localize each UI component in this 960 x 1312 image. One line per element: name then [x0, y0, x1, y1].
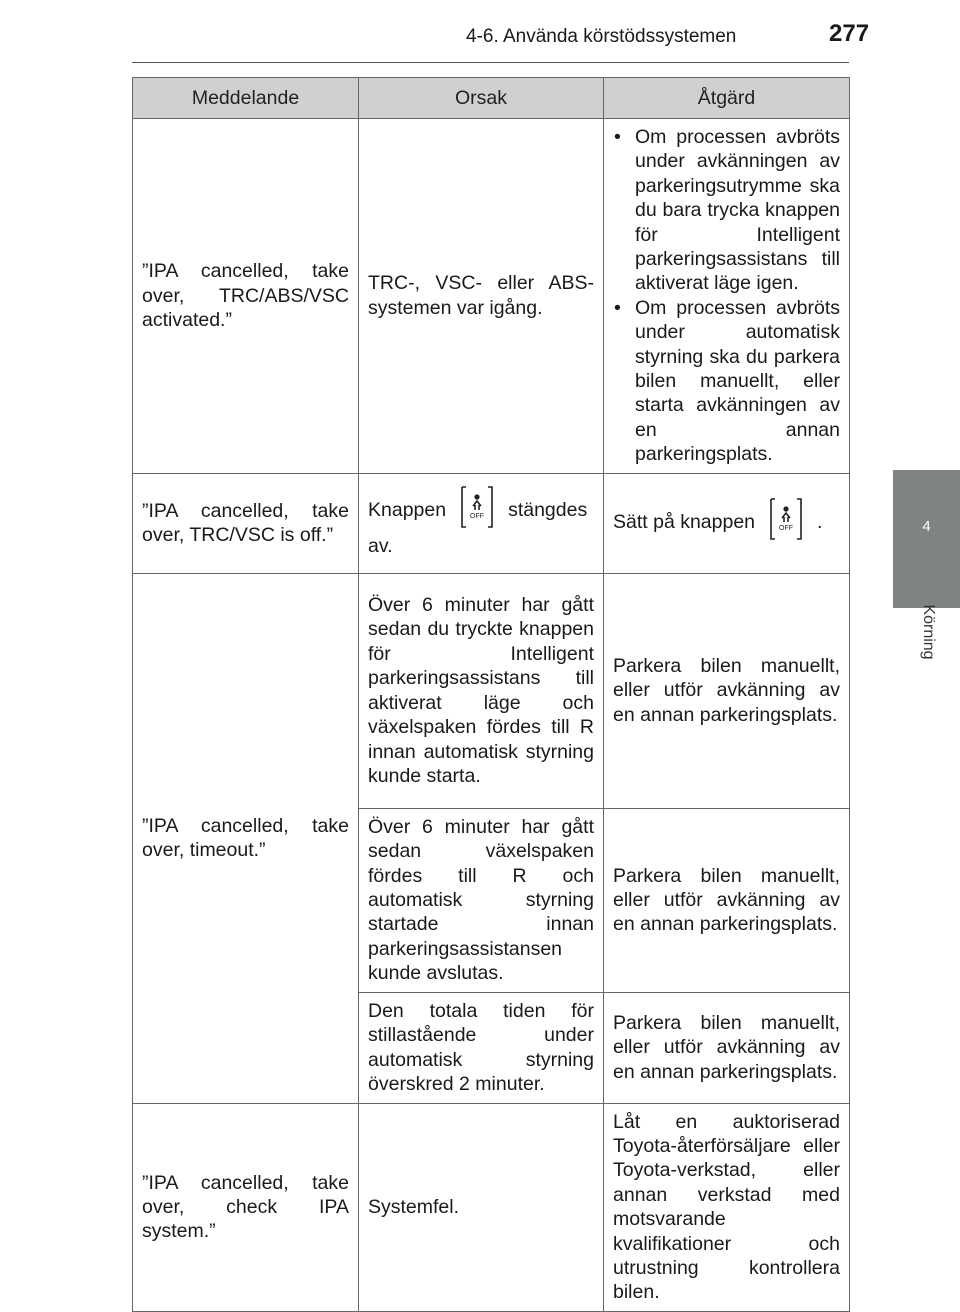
section-title: 4-6. Använda körstödssystemen — [466, 26, 737, 47]
action-cell — [604, 473, 850, 573]
cause-cell — [359, 473, 604, 573]
svg-text:OFF: OFF — [470, 512, 485, 520]
action-list — [613, 125, 840, 467]
cause-cell: Systemfel. — [359, 1103, 604, 1311]
chapter-number: 4 — [922, 518, 931, 535]
cause-cell: Över 6 minuter har gått sedan du tryckte knappen för Intelligent parkeringsassistans till aktiverat läge och växelspaken fördes till R innan automatisk styrning kunde starta. — [359, 573, 604, 808]
table-header-row — [133, 78, 850, 119]
cause-text-after: stängdes av. — [368, 499, 588, 557]
ipa-off-button-icon — [460, 484, 494, 530]
message-cell: ”IPA cancelled, take over, TRC/ABS/VSC activated.” — [133, 119, 359, 474]
column-header-action: Åtgärd — [604, 78, 850, 119]
table-row — [133, 119, 850, 474]
header-rule — [132, 62, 849, 63]
svg-text:OFF: OFF — [779, 525, 794, 533]
cause-cell: Över 6 minuter har gått sedan växelspaken fördes till R och automatisk styrning startade innan parkeringsassistansen kunde avslutas. — [359, 808, 604, 992]
message-cell: ”IPA cancelled, take over, check IPA system.” — [133, 1103, 359, 1311]
page-number: 277 — [829, 20, 870, 47]
ipa-off-button-icon — [769, 496, 803, 542]
chapter-tab[interactable] — [893, 470, 960, 608]
action-cell: Parkera bilen manuellt, eller utför avkänning av en annan parkeringsplats. — [604, 808, 850, 992]
action-cell: Låt en auktoriserad Toyota-återförsäljare eller Toyota-verkstad, eller annan verkstad med motsvarande kvalifikationer och utrustning kontrollera bilen. — [604, 1103, 850, 1311]
column-header-cause: Orsak — [359, 78, 604, 119]
table-row — [133, 473, 850, 573]
chapter-label-text: Körning — [920, 604, 937, 660]
message-cell: ”IPA cancelled, take over, TRC/VSC is off.” — [133, 473, 359, 573]
action-cell — [604, 119, 850, 474]
column-header-message: Meddelande — [133, 78, 359, 119]
action-text-before: Sätt på knappen — [613, 511, 756, 534]
action-cell: Parkera bilen manuellt, eller utför avkänning av en annan parkeringsplats. — [604, 573, 850, 808]
action-cell: Parkera bilen manuellt, eller utför avkänning av en annan parkeringsplats. — [604, 992, 850, 1103]
message-table — [132, 77, 850, 1312]
action-list-item: • Om processen avbröts under automatisk styrning ska du parkera bilen manuellt, eller starta avkänningen av en annan parkeringsplats. — [613, 296, 840, 467]
cause-cell: TRC-, VSC- eller ABS-systemen var igång. — [359, 119, 604, 474]
action-text-after: . — [817, 511, 823, 534]
message-cell: ”IPA cancelled, take over, timeout.” — [133, 573, 359, 1103]
chapter-label — [888, 604, 960, 664]
table-row — [133, 573, 850, 808]
table-row — [133, 1103, 850, 1311]
cause-text-before: Knappen — [368, 499, 447, 522]
action-list-item: • Om processen avbröts under avkänningen av parkeringsutrymme ska du bara trycka knappen för Intelligent parkeringsassistans till aktiverat läge igen. — [613, 125, 840, 296]
cause-cell: Den totala tiden för stillastående under automatisk styrning överskred 2 minuter. — [359, 992, 604, 1103]
